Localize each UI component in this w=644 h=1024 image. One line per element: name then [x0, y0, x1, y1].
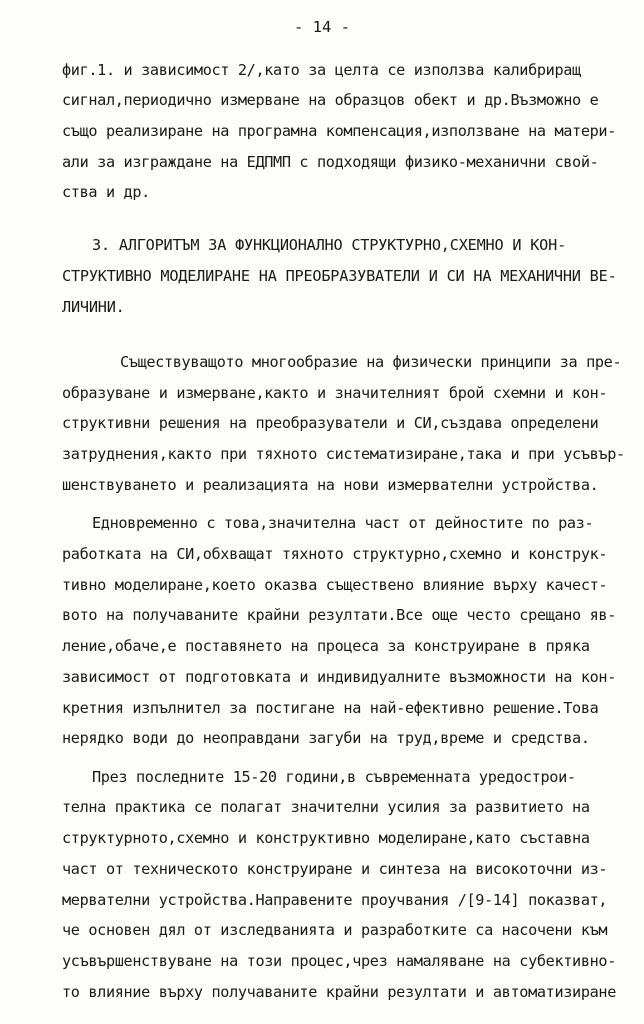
paragraph-line: работката на СИ,обхващат тяхното структурно,схемно и конструк- [62, 545, 608, 563]
paragraph-line: зависимост от подготовката и индивидуалните възможности на кон- [62, 668, 617, 686]
paragraph-line: кретния изпълнител за постигане на най-ефективно решение.Това [62, 699, 599, 717]
paragraph-line: нерядко води до неоправдани загуби на труд,време и средства. [62, 729, 590, 747]
paragraph-line: ление,обаче,е поставянето на процеса за конструиране в пряка [62, 637, 590, 655]
paragraph-line: образуване и измерване,както и значителният брой схемни и кон- [62, 384, 608, 402]
section-heading-line: СТРУКТИВНО МОДЕЛИРАНЕ НА ПРЕОБРАЗУВАТЕЛИ И СИ НА МЕХАНИЧНИ ВЕ- [62, 267, 617, 285]
paragraph-line: затруднения,както при тяхното систематизиране,така и при усъвър- [62, 445, 625, 463]
section-heading-line: 3. АЛГОРИТЪМ ЗА ФУНКЦИОНАЛНО СТРУКТУРНО,СХЕМНО И КОН- [92, 236, 567, 254]
intro-line: али за изграждане на ЕДПМП с подходящи физико-механични свой- [62, 153, 599, 171]
paragraph-line: мервателни устройства.Направените проучвания /[9-14] показват, [62, 891, 608, 909]
paragraph-line: че основен дял от изследванията и разработките са насочени към [62, 921, 608, 939]
paragraph-line: тивно моделиране,което оказва съществено влияние върху качест- [62, 576, 608, 594]
intro-line: също реализиране на програмна компенсация,използване на матери- [62, 122, 617, 140]
section-heading-line: ЛИЧИНИ. [62, 298, 125, 316]
paragraph-line: усъвършенствуване на този процес,чрез намаляване на субективно- [62, 952, 617, 970]
paragraph-line: телна практика се полагат значителни усилия за развитието на [62, 798, 590, 816]
page-number: - 14 - [294, 18, 350, 36]
paragraph-line: структивни решения на преобразуватели и СИ,създава определени [62, 414, 599, 432]
paragraph-line: то влияние върху получаваните крайни резултати и автоматизиране [62, 983, 617, 1001]
paragraph-line: вото на получаваните крайни резултати.Все още често срещано яв- [62, 606, 617, 624]
intro-line: сигнал,периодично измерване на образцов обект и др.Възможно е [62, 91, 599, 109]
paragraph-line: шенствуването и реализацията на нови измервателни устройства. [62, 476, 599, 494]
paragraph-line: структурното,схемно и конструктивно моделиране,като съставна [62, 829, 590, 847]
intro-line: фиг.1. и зависимост 2/,като за целта се използва калибриращ [62, 61, 581, 79]
intro-line: ства и др. [62, 183, 150, 201]
paragraph-line: Съществуващото многообразие на физически принципи за пре- [120, 353, 622, 371]
paragraph-line: Едновременно с това,значителна част от дейностите по раз- [92, 514, 594, 532]
paragraph-line: част от техническото конструиране и синтеза на високоточни из- [62, 860, 608, 878]
paragraph-line: През последните 15-20 години,в съвременната уредострои- [92, 768, 576, 786]
